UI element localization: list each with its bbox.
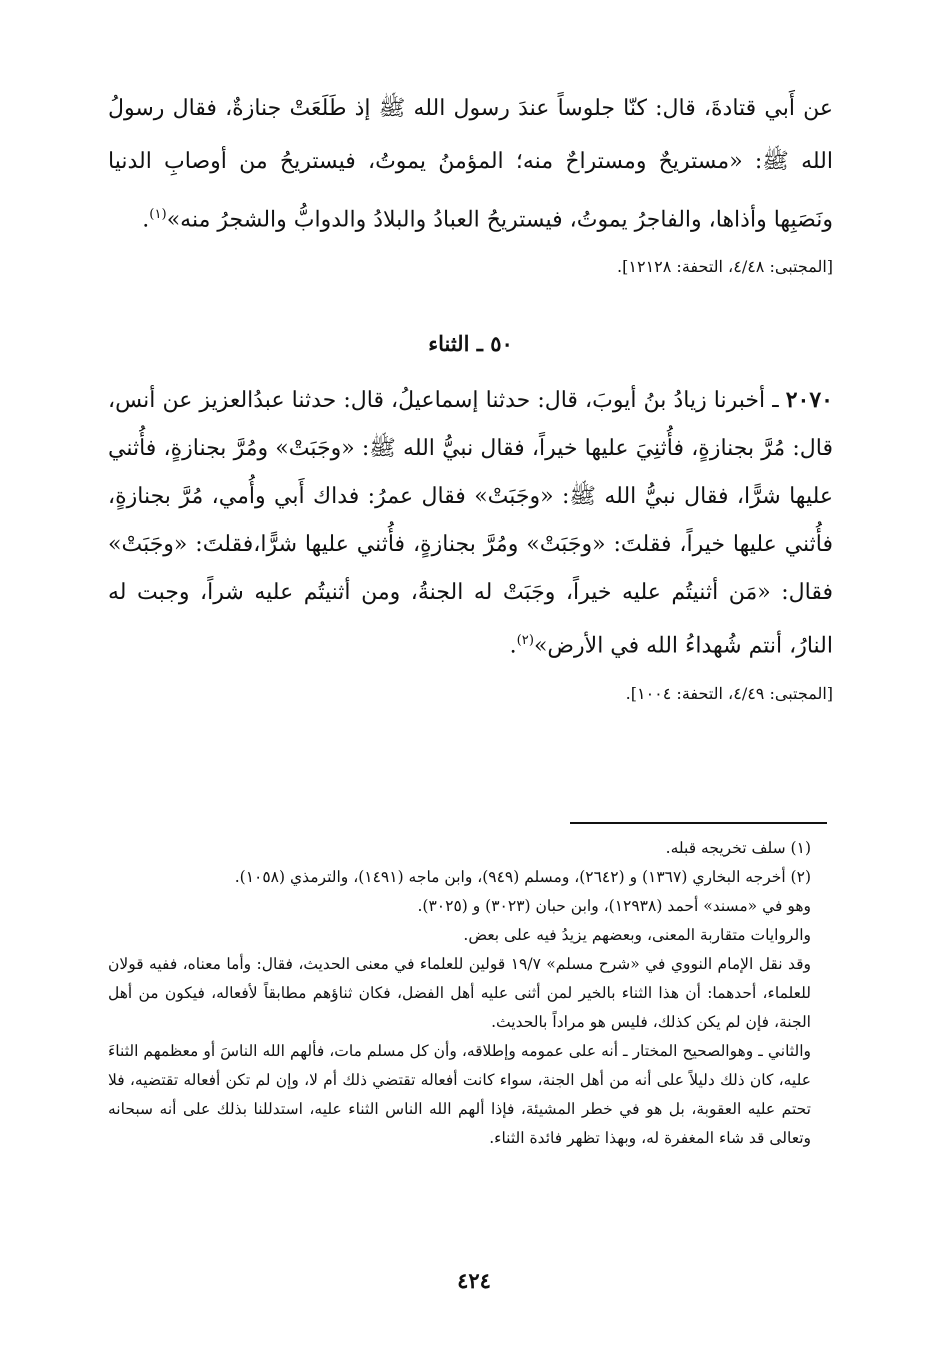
sentence-end: . bbox=[509, 633, 517, 659]
hadith-2069-text bbox=[108, 82, 833, 246]
hadith-number: ٢٠٧٠ bbox=[785, 387, 833, 414]
footnote-marker-2: (٢) bbox=[516, 633, 534, 649]
chapter-heading: ٥٠ ـ الثناء bbox=[428, 331, 513, 357]
hadith-2070-reference: [المجتبى: ٤/٤٩، التحفة: ١٠٠٤]. bbox=[625, 683, 833, 703]
footnote-1: (١) سلف تخريجه قبله. bbox=[665, 839, 811, 857]
page-number: ٤٢٤ bbox=[457, 1268, 491, 1293]
hadith-2070-text bbox=[108, 376, 833, 670]
sentence-end: . bbox=[142, 207, 150, 233]
hadith-2069-reference: [المجتبى: ٤/٤٨، التحفة: ١٢١٢٨]. bbox=[617, 257, 833, 277]
main-text bbox=[108, 82, 833, 707]
footnote-2-second-view: والثاني ـ وهوالصحيح المختار ـ أنه على عمومه وإطلاقه، وأن كل مسلم مات، فألهم الله الناسَ أو معظمهم الثناءَ عليه، كان ذلك دليلاً على أنه من أهل الجنة، سواء كانت أفعاله تقتضي ذلك أم لا، وإن لم تكن أفعاله تقتضيه، فلا تحتم عليه العقوبة، بل هو في خطر المشيئة، فإذا ألهم الله الناس الثناء عليه، استدللنا بذلك على أنه سبحانه وتعالى قد شاء المغفرة له، وبهذا تظهر فائدة الثناء. bbox=[108, 1042, 811, 1147]
footnote-separator bbox=[570, 822, 827, 824]
footnotes bbox=[108, 834, 833, 1153]
hadith-2070-body: ـ أخبرنا زيادُ بنُ أيوبَ، قال: حدثنا إسماعيلُ، قال: حدثنا عبدُالعزيز عن أنس، قال: مُرَّ بجنازةٍ، فأُثنِيَ عليها خيراً، فقال نبيُّ الله ﷺ: «وجَبَتْ» ومُرَّ بجنازةٍ، فأُثني عليها شرًّا، فقال نبيُّ الله ﷺ: «وجَبَتْ» فقال عمرُ: فداك أَبي وأُمي، مُرَّ بجنازةٍ، فأُثني عليها خيراً، فقلتَ: «وجَبَتْ» ومُرَّ بجنازةٍ، فأُثني عليها شرًّا،فقلتَ: «وجَبَتْ» فقال: «مَن أثنيتُم عليه خيراً، وجَبَتْ له الجنةُ، ومن أثنيتُم عليه شراً، وجبت له النارُ، أنتم شُهداءُ الله في الأرض» bbox=[108, 388, 833, 659]
footnote-2: (٢) أخرجه البخاري (١٣٦٧) و (٢٦٤٢)، ومسلم (٩٤٩)، وابن ماجه (١٤٩١)، والترمذي (١٠٥٨). bbox=[234, 868, 811, 886]
footnote-marker-1: (١) bbox=[149, 207, 167, 222]
footnote-2-musnad: وهو في «مسند» أحمد (١٢٩٣٨)، وابن حبان (٣٠٢٣) و (٣٠٢٥). bbox=[417, 897, 811, 915]
footnote-2-riwayat: والروايات متقاربة المعنى، وبعضهم يزيدُ فيه على بعض. bbox=[463, 926, 811, 944]
hadith-2069-body: عن أَبي قتادةَ، قال: كنّا جلوساً عندَ رسول الله ﷺ إذ طَلَعَتْ جنازةٌ، فقال رسولُ الله ﷺ: «مستريحٌ ومستراحٌ منه؛ المؤمنُ يموتُ، فيستريحُ من أوصابِ الدنيا ونَصَبِها وأذاها، والفاجرُ يموتُ، فيستريحُ العبادُ والبلادُ والدوابُّ والشجرُ منه» bbox=[108, 96, 833, 233]
footnote-2-nawawi: وقد نقل الإمام النووي في «شرح مسلم» ١٩/٧ قولين للعلماء في معنى الحديث، فقال: وأما معناه، ففيه قولان للعلماء، أحدهما: أن هذا الثناء بالخير لمن أثنى عليه أهل الفضل، فكان ثناؤهم مطابقاً لأفعاله، فيكون من أهل الجنة، فإن لم يكن كذلك، فليس هو مراداً بالحديث. bbox=[108, 955, 811, 1031]
